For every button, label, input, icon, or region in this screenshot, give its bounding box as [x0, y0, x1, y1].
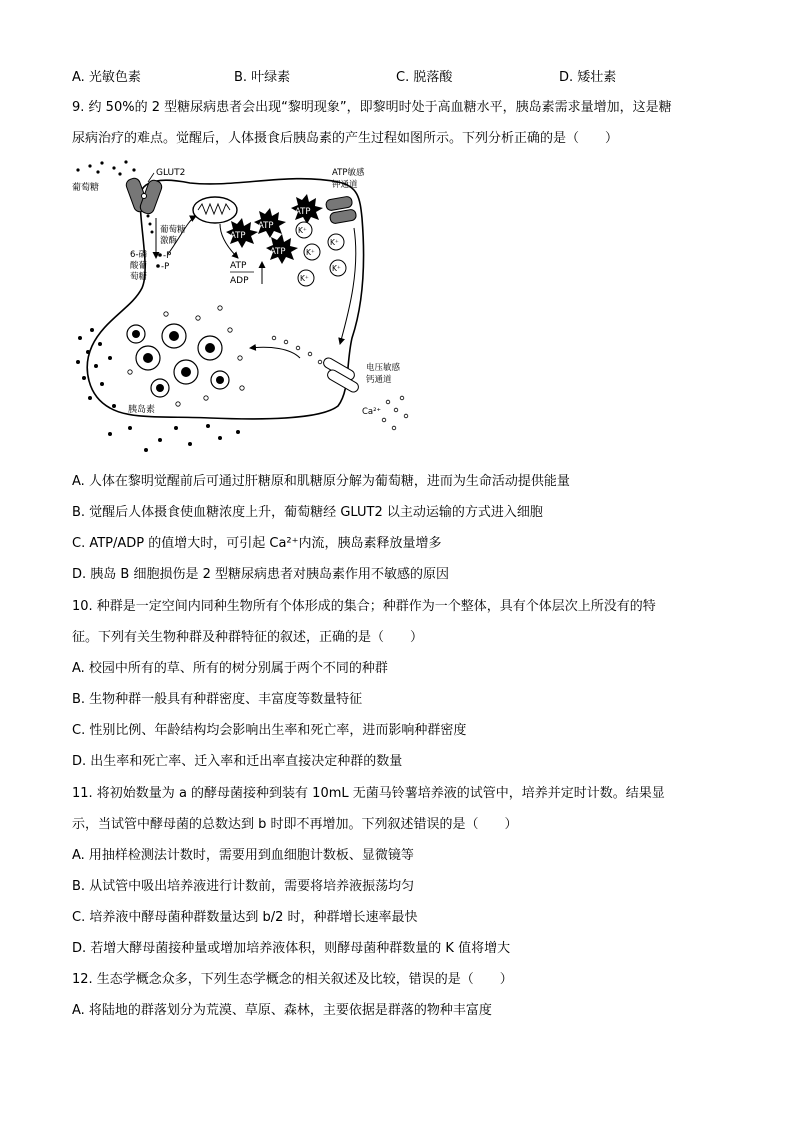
g6p-label-2: 酸葡 [130, 261, 148, 271]
potassium-ions [296, 222, 346, 286]
q11-option-d: D. 若增大酵母菌接种量或增加培养液体积，则酵母菌种群数量的 K 值将增大 [72, 941, 511, 956]
atp-star-label-1: ATP [230, 231, 246, 241]
g6p-label-1: 6-磷 [130, 250, 147, 260]
q10-option-d: D. 出生率和死亡率、迁入率和迁出率直接决定种群的数量 [72, 754, 403, 769]
k-ion-1: K⁺ [298, 226, 307, 235]
q10-option-b: B. 生物种群一般具有种群密度、丰富度等数量特征 [72, 692, 363, 707]
k-ion-5: K⁺ [300, 274, 309, 283]
phosphate-label-2: -P [161, 262, 170, 272]
mitochondrion-icon [193, 197, 237, 223]
q11-option-b: B. 从试管中吸出培养液进行计数前，需要将培养液振荡均匀 [72, 879, 415, 894]
q8-option-d: D. 矮壮素 [559, 70, 617, 85]
ca-channel-label-1: 电压敏感 [366, 363, 401, 373]
glut2-transporter [125, 177, 164, 216]
q8-options [72, 66, 732, 86]
insulin-secretion-diagram [70, 158, 430, 458]
hexokinase-label-1: 葡萄糖 [160, 225, 186, 235]
glucose-molecules [76, 160, 135, 175]
g6p-label-3: 萄糖 [130, 272, 148, 282]
q12-stem: 12. 生态学概念众多，下列生态学概念的相关叙述及比较，错误的是（ ） [72, 972, 513, 987]
ca-channel-label-2: 钙通道 [366, 375, 392, 385]
q9-option-a: A. 人体在黎明觉醒前后可通过肝糖原和肌糖原分解为葡萄糖，进而为生命活动提供能量 [72, 474, 570, 489]
k-ion-3: K⁺ [330, 238, 339, 247]
atp-sensitive-k-channel [325, 196, 357, 224]
q8-option-b: B. 叶绿素 [234, 70, 291, 85]
q8-option-c: C. 脱落酸 [396, 70, 453, 85]
glucose-label: 葡萄糖 [72, 183, 100, 193]
q11-stem-line-2: 示，当试管中酵母菌的总数达到 b 时即不再增加。下列叙述错误的是（ ） [72, 817, 518, 832]
q11-stem-line-1: 11. 将初始数量为 a 的酵母菌接种到装有 10mL 无菌马铃薯培养液的试管中，培养并定时计数。结果显 [72, 786, 665, 801]
q10-stem-line-2: 征。下列有关生物种群及种群特征的叙述，正确的是（ ） [72, 630, 424, 645]
q9-option-c: C. ATP/ADP 的值增大时，可引起 Ca²⁺内流，胰岛素释放量增多 [72, 536, 442, 551]
k-ion-2: K⁺ [306, 248, 315, 257]
adp-ratio-label: ADP [230, 276, 249, 286]
q11-option-a: A. 用抽样检测法计数时，需要用到血细胞计数板、显微镜等 [72, 848, 414, 863]
atp-star-label-3: ATP [295, 207, 311, 217]
q10-option-c: C. 性别比例、年龄结构均会影响出生率和死亡率，进而影响种群密度 [72, 723, 467, 738]
ca-ion-label: Ca²⁺ [362, 407, 382, 417]
atp-ratio-label: ATP [230, 261, 247, 271]
q11-option-c: C. 培养液中酵母菌种群数量达到 b/2 时，种群增长速率最快 [72, 910, 418, 925]
hexokinase-label-2: 激酶 [160, 236, 178, 246]
k-channel-label-2: 钾通道 [332, 180, 358, 190]
q10-option-a: A. 校园中所有的草、所有的树分别属于两个不同的种群 [72, 661, 388, 676]
q12-option-a: A. 将陆地的群落划分为荒漠、草原、森林，主要依据是群落的物种丰富度 [72, 1003, 492, 1018]
k-ion-4: K⁺ [332, 264, 341, 273]
atp-star-label-2: ATP [258, 221, 274, 231]
q9-option-d: D. 胰岛 B 细胞损伤是 2 型糖尿病患者对胰岛素作用不敏感的原因 [72, 567, 449, 582]
phosphate-label-1: -P [163, 251, 172, 261]
q10-stem-line-1: 10. 种群是一定空间内同种生物所有个体形成的集合；种群作为一个整体，具有个体层次上所没有的特 [72, 599, 656, 614]
glut2-label: GLUT2 [156, 168, 186, 178]
atp-star-label-4: ATP [270, 247, 286, 257]
q9-option-b: B. 觉醒后人体摄食使血糖浓度上升，葡萄糖经 GLUT2 以主动运输的方式进入细胞 [72, 505, 543, 520]
q9-stem-line-2: 尿病治疗的难点。觉醒后，人体摄食后胰岛素的产生过程如图所示。下列分析正确的是（ ） [72, 131, 619, 146]
insulin-label: 胰岛素 [128, 405, 156, 415]
voltage-sensitive-ca-channel [322, 356, 360, 394]
q8-option-a: A. 光敏色素 [72, 70, 141, 85]
k-channel-label-1: ATP敏感 [332, 168, 365, 178]
q9-stem-line-1: 9. 约 50%的 2 型糖尿病患者会出现“黎明现象”，即黎明时处于高血糖水平，胰岛素需求量增加，这是糖 [72, 100, 672, 115]
